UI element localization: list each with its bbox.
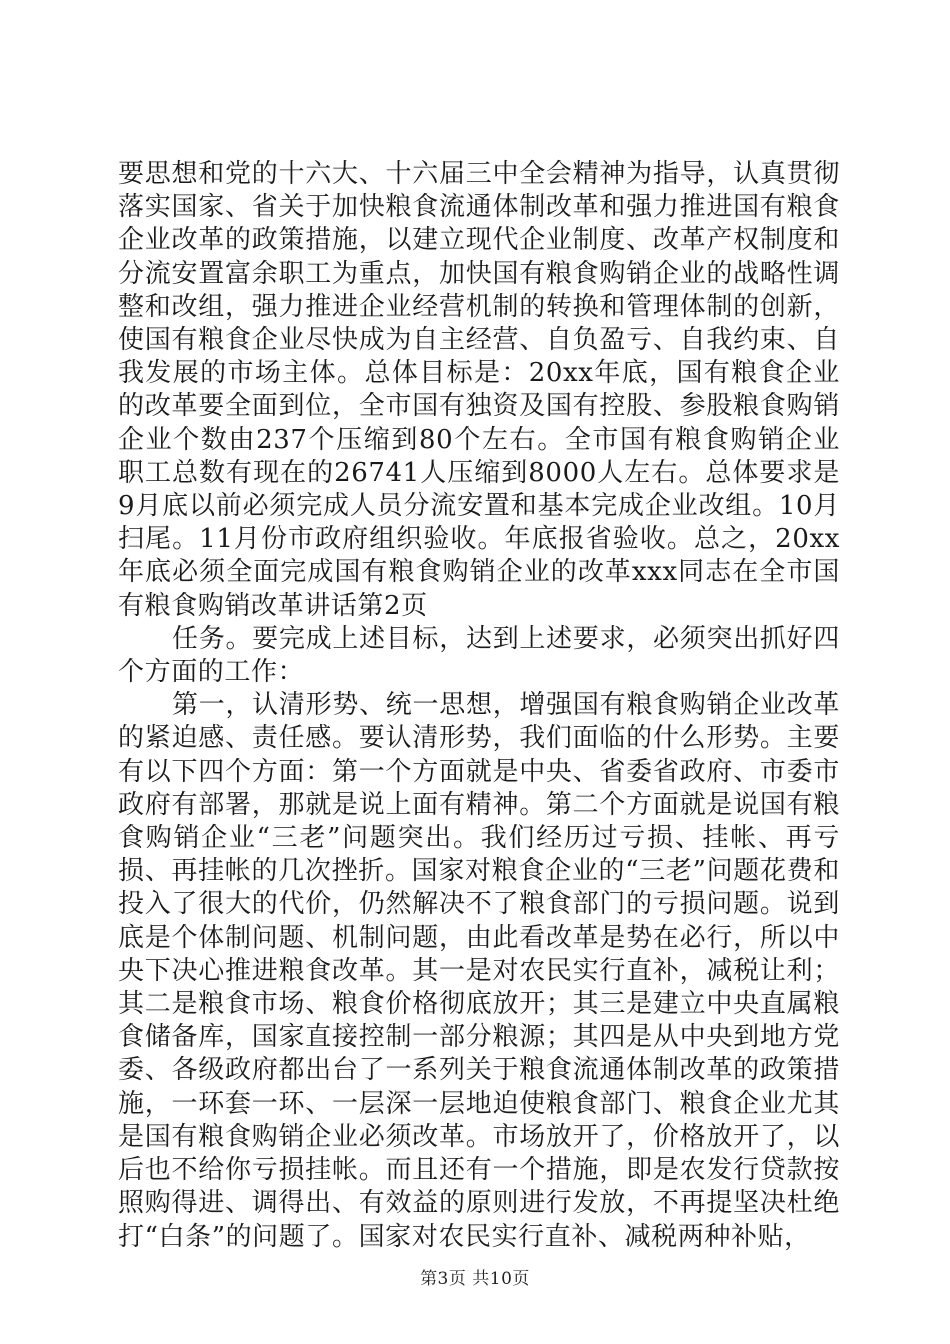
- page-footer: 第3页 共10页: [420, 1269, 530, 1289]
- document-body: [118, 158, 840, 1254]
- paragraph-continuation: 要思想和党的十六大、十六届三中全会精神为指导，认真贯彻落实国家、省关于加快粮食流通体制改革和强力推进国有粮食企业改革的政策措施，以建立现代企业制度、改革产权制度和分流安置富余职工为重点，加快国有粮食购销企业的战略性调整和改组，强力推进企业经营机制的转换和管理体制的创新，使国有粮食企业尽快成为自主经营、自负盈亏、自我约束、自我发展的市场主体。总体目标是：20xx年底，国有粮食企业的改革要全面到位，全市国有独资及国有控股、参股粮食购销企业个数由237个压缩到80个左右。全市国有粮食购销企业职工总数有现在的26741人压缩到8000人左右。总体要求是9月底以前必须完成人员分流安置和基本完成企业改组。10月扫尾。11月份市政府组织验收。年底报省验收。总之，20xx年底必须全面完成国有粮食购销企业的改革xxx同志在全市国有粮食购销改革讲话第2页: [118, 159, 840, 621]
- paragraph-first-point: 第一，认清形势、统一思想，增强国有粮食购销企业改革的紧迫感、责任感。要认清形势，我们面临的什么形势。主要有以下四个方面：第一个方面就是中央、省委省政府、市委市政府有部署，那就是说上面有精神。第二个方面就是说国有粮食购销企业“三老”问题突出。我们经历过亏损、挂帐、再亏损、再挂帐的几次挫折。国家对粮食企业的“三老”问题花费和投入了很大的代价，仍然解决不了粮食部门的亏损问题。说到底是个体制问题、机制问题，由此看改革是势在必行，所以中央下决心推进粮食改革。其一是对农民实行直补，减税让利；其二是粮食市场、粮食价格彻底放开；其三是建立中央直属粮食储备库，国家直接控制一部分粮源；其四是从中央到地方党委、各级政府都出台了一系列关于粮食流通体制改革的政策措施，一环套一环、一层深一层地迫使粮食部门、粮食企业尤其是国有粮食购销企业必须改革。市场放开了，价格放开了，以后也不给你亏损挂帐。而且还有一个措施，即是农发行贷款按照购得进、调得出、有效益的原则进行发放，不再提坚决杜绝打“白条”的问题了。国家对农民实行直补、减税两种补贴，: [118, 690, 840, 1252]
- paragraph-tasks: 任务。要完成上述目标，达到上述要求，必须突出抓好四个方面的工作：: [118, 623, 840, 688]
